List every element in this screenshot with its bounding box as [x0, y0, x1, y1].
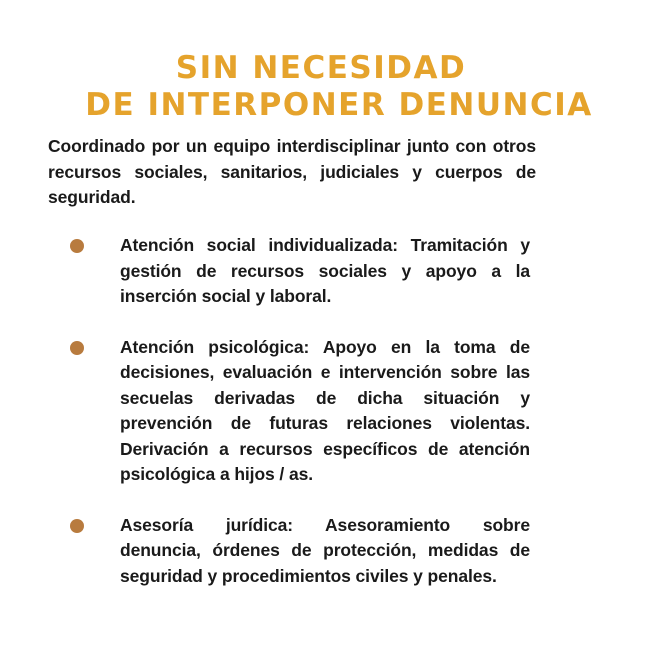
- bullet-icon: [70, 239, 84, 253]
- page-title: [0, 50, 650, 124]
- title-line-1: SIN NECESIDAD: [175, 50, 467, 86]
- bullet-icon: [70, 519, 84, 533]
- service-text-psychological: Atención psicológica: Apoyo en la toma de decisiones, evaluación e intervención sobre las secuelas derivadas de dicha situación y prevención de futuras relaciones violentas. Derivación a recursos específicos de atención psicológica a hijos / as.: [120, 336, 530, 484]
- title-line-2: DE INTERPONER DENUNCIA: [85, 87, 593, 123]
- service-item-social: [70, 233, 530, 310]
- service-text-social: Atención social individualizada: Tramitación y gestión de recursos sociales y apoyo a la inserción social y laboral.: [120, 235, 530, 306]
- bullet-icon: [70, 341, 84, 355]
- service-item-psychological: [70, 335, 530, 488]
- service-item-legal: [70, 513, 530, 590]
- services-list: [70, 233, 530, 614]
- intro-paragraph: Coordinado por un equipo interdisciplinar junto con otros recursos sociales, sanitarios, judiciales y cuerpos de seguridad.: [48, 136, 536, 207]
- service-text-legal: Asesoría jurídica: Asesoramiento sobre denuncia, órdenes de protección, medidas de seguridad y procedimientos civiles y penales.: [120, 514, 530, 586]
